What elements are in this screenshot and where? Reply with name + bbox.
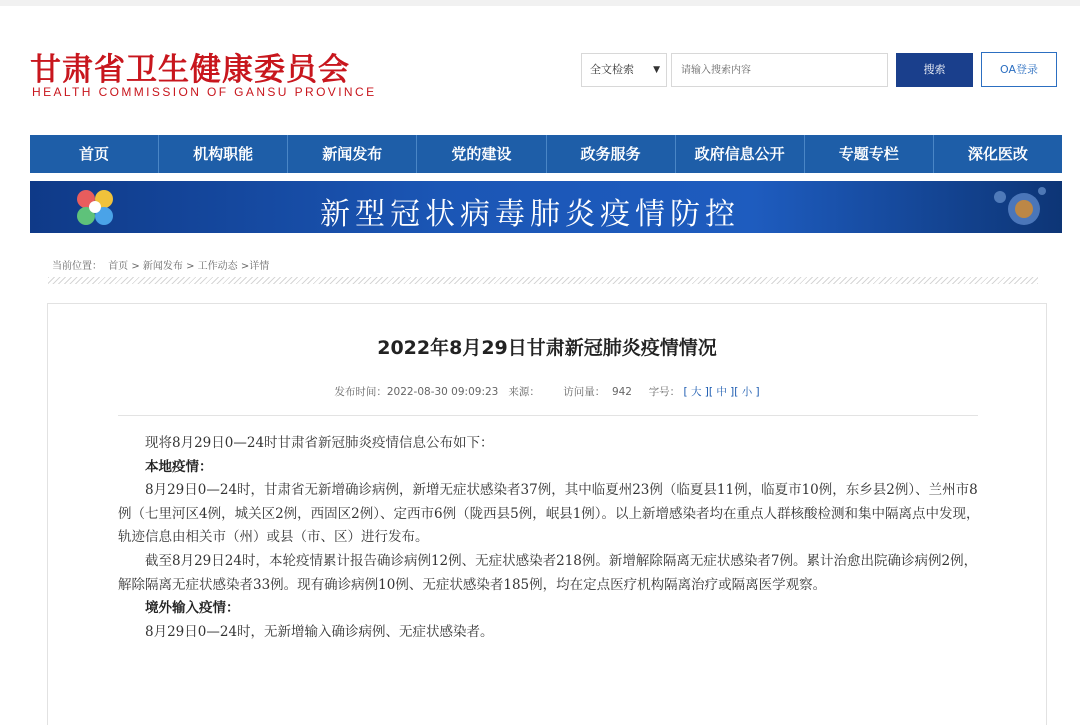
site-logo-title[interactable]: 甘肃省卫生健康委员会	[30, 52, 350, 88]
nav-item-services[interactable]: 政务服务	[546, 135, 675, 173]
publish-time: 2022-08-30 09:09:23	[386, 386, 499, 398]
views-count: 942	[611, 386, 632, 398]
article-meta: 发布时间：2022-08-30 09:09:23 来源： 访问量： 942 字号： [ 大 ][ 中 ][ 小 ]	[334, 386, 760, 398]
breadcrumb-path[interactable]: 首页 > 新闻发布 > 工作动态 >详情	[108, 261, 270, 272]
article-section-heading: 本地疫情：	[145, 458, 213, 475]
nav-item-gov-info[interactable]: 政府信息公开	[675, 135, 804, 173]
article-title: 2022年8月29日甘肃新冠肺炎疫情情况	[377, 337, 717, 359]
nav-item-news[interactable]: 新闻发布	[287, 135, 416, 173]
main-nav	[30, 135, 1062, 173]
publish-label: 发布时间：	[334, 386, 387, 398]
breadcrumb-divider	[48, 277, 1038, 284]
article-paragraph: 现将8月29日0—24时甘肃省新冠肺炎疫情信息公布如下：	[145, 435, 494, 451]
nav-item-party[interactable]: 党的建设	[416, 135, 545, 173]
search-input[interactable]	[671, 53, 888, 87]
font-size-label: 字号：	[648, 386, 681, 398]
banner-title: 新型冠状病毒肺炎疫情防控	[320, 197, 740, 232]
covid-banner[interactable]	[30, 181, 1062, 233]
article-paragraph: 8月29日0—24时，甘肃省无新增确诊病例，新增无症状感染者37例，其中临夏州23例（临夏县11例，临夏市10例，东乡县2例）、兰州市8例（七里河区4例，城关区2例，西固区2例）、定西市6例（陇西县5例，岷县1例）。以上新增感染者均在重点人群核酸检测和集中隔离点中发现，轨迹信息由相关市（州）或县（市、区）进行发布。	[118, 482, 980, 546]
font-size-medium-link[interactable]: 中	[716, 386, 727, 398]
nav-item-topics[interactable]: 专题专栏	[804, 135, 933, 173]
views-label: 访问量：	[563, 386, 606, 398]
article-body	[118, 432, 980, 644]
article-paragraph: 8月29日0—24时，无新增输入确诊病例、无症状感染者。	[145, 623, 494, 640]
article-paragraph: 截至8月29日24时，本轮疫情累计报告确诊病例12例、无症状感染者218例。新增解除隔离无症状感染者7例。累计治愈出院确诊病例2例，解除隔离无症状感染者33例。现有确诊病例10例、无症状感染者185例，均在定点医疗机构隔离治疗或隔离医学观察。	[118, 552, 978, 593]
banner-emblem-icon	[66, 187, 124, 227]
search-scope-select[interactable]	[581, 53, 667, 87]
source-label: 来源：	[508, 386, 540, 398]
site-logo-subtitle: HEALTH COMMISSION OF GANSU PROVINCE	[32, 85, 377, 99]
breadcrumb-label: 当前位置：	[52, 261, 102, 272]
nav-item-organization[interactable]: 机构职能	[158, 135, 287, 173]
oa-login-button[interactable]: OA登录	[981, 52, 1057, 87]
page	[0, 6, 1080, 725]
meta-divider	[118, 415, 978, 416]
search-button[interactable]: 搜索	[896, 53, 973, 87]
nav-item-home[interactable]: 首页	[79, 145, 110, 163]
chevron-down-icon: ▼	[653, 65, 660, 75]
breadcrumb	[52, 257, 272, 272]
virus-icon	[972, 183, 1052, 231]
search-scope-value: 全文检索	[590, 63, 634, 76]
font-size-small-link[interactable]: 小	[741, 386, 753, 398]
font-size-large-link[interactable]: 大	[690, 386, 702, 398]
article-card	[47, 303, 1047, 725]
article-section-heading: 境外输入疫情：	[145, 600, 240, 617]
nav-item-reform[interactable]: 深化医改	[933, 135, 1062, 173]
